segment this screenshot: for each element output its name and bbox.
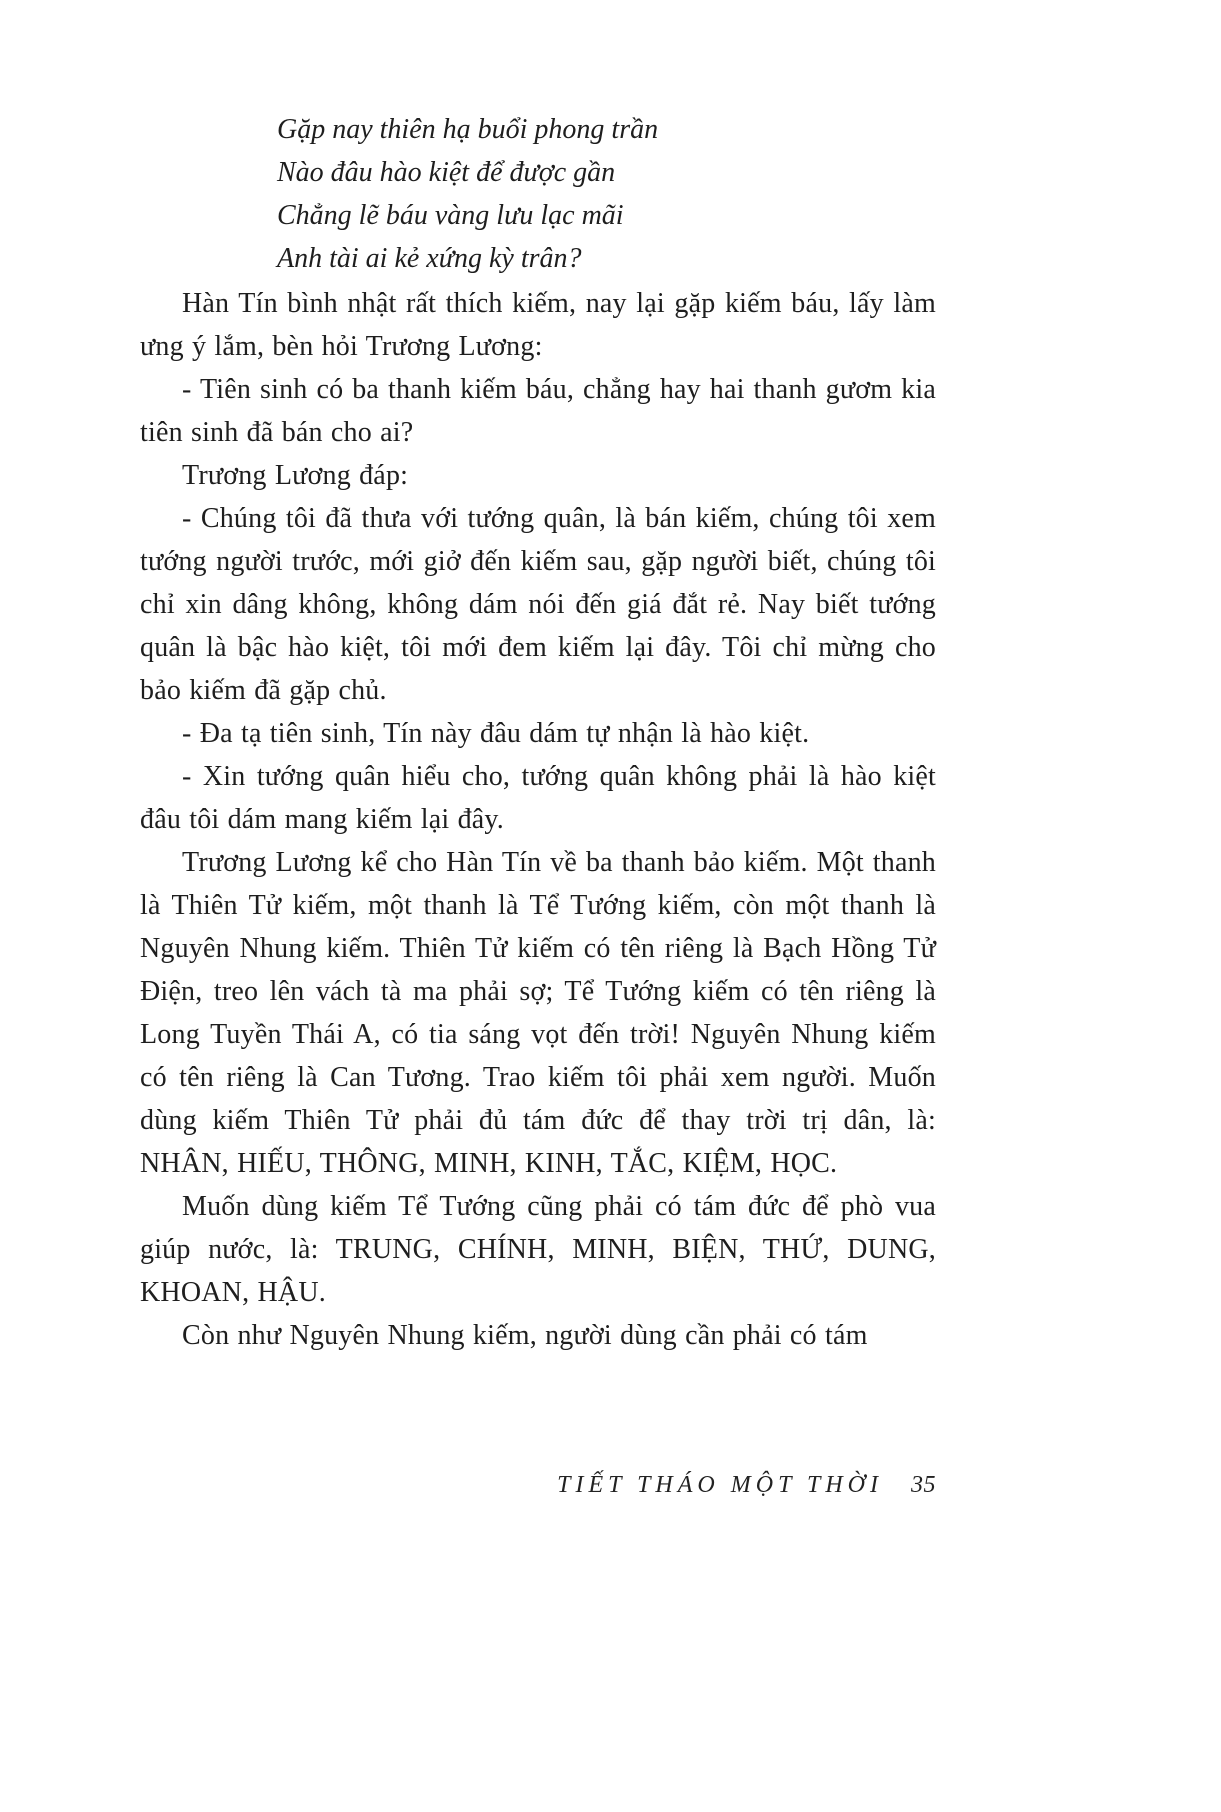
poem-line: Chẳng lẽ báu vàng lưu lạc mãi	[277, 200, 624, 231]
poem-line: Gặp nay thiên hạ buổi phong trần	[277, 114, 659, 145]
paragraph-dialogue: - Chúng tôi đã thưa với tướng quân, là bán kiếm, chúng tôi xem tướng người trước, mới giở đến kiếm sau, gặp người biết, chúng tôi chỉ xin dâng không, không dám nói đến giá đắt rẻ. Nay biết tướng quân là bậc hào kiệt, tôi mới đem kiếm lại đây. Tôi chỉ mừng cho bảo kiếm đã gặp chủ.	[140, 503, 936, 706]
poem-block	[277, 108, 936, 280]
paragraph: Trương Lương kể cho Hàn Tín về ba thanh bảo kiếm. Một thanh là Thiên Tử kiếm, một thanh là Tể Tướng kiếm, còn một thanh là Nguyên Nhung kiếm. Thiên Tử kiếm có tên riêng là Bạch Hồng Tử Điện, treo lên vách tà ma phải sợ; Tể Tướng kiếm có tên riêng là Long Tuyền Thái A, có tia sáng vọt đến trời! Nguyên Nhung kiếm có tên riêng là Can Tương. Trao kiếm tôi phải xem người. Muốn dùng kiếm Thiên Tử phải đủ tám đức để thay trời trị dân, là: NHÂN, HIẾU, THÔNG, MINH, KINH, TẮC, KIỆM, HỌC.	[140, 847, 936, 1179]
paragraph-dialogue: - Đa tạ tiên sinh, Tín này đâu dám tự nhận là hào kiệt.	[182, 718, 810, 749]
book-page-content	[140, 108, 936, 1357]
paragraph: Muốn dùng kiếm Tể Tướng cũng phải có tám đức để phò vua giúp nước, là: TRUNG, CHÍNH, MINH, BIỆN, THỨ, DUNG, KHOAN, HẬU.	[140, 1191, 936, 1308]
footer-running-title: TIẾT THÁO MỘT THỜI	[557, 1472, 883, 1498]
paragraph: Còn như Nguyên Nhung kiếm, người dùng cần phải có tám	[182, 1320, 868, 1351]
page-footer	[140, 1472, 936, 1499]
poem-line: Nào đâu hào kiệt để được gần	[277, 157, 616, 188]
paragraph: Trương Lương đáp:	[182, 460, 409, 491]
paragraph-dialogue: - Xin tướng quân hiểu cho, tướng quân không phải là hào kiệt đâu tôi dám mang kiếm lại đây.	[140, 761, 936, 835]
paragraph-dialogue: - Tiên sinh có ba thanh kiếm báu, chẳng hay hai thanh gươm kia tiên sinh đã bán cho ai?	[140, 374, 936, 448]
body-text-block	[140, 282, 936, 1357]
footer-page-number: 35	[911, 1472, 936, 1498]
paragraph: Hàn Tín bình nhật rất thích kiếm, nay lại gặp kiếm báu, lấy làm ưng ý lắm, bèn hỏi Trương Lương:	[140, 288, 936, 362]
poem-line: Anh tài ai kẻ xứng kỳ trân?	[277, 243, 582, 274]
